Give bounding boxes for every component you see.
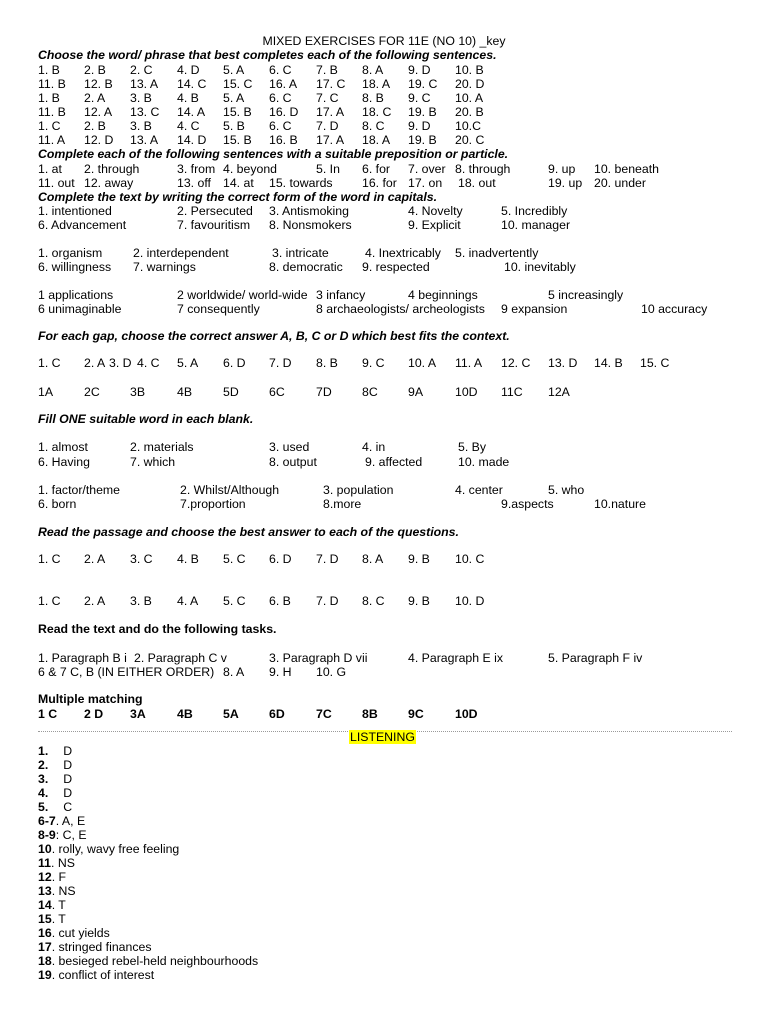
answer: 19. C [408,77,438,91]
answer: D [63,758,73,772]
answer: 1. organism [38,246,103,260]
answer: 5. C [223,594,246,608]
answer: 20. B [455,105,484,119]
answer: 20. D [455,77,485,91]
answer: . besieged rebel-held neighbourhoods [51,954,259,968]
answer: 8. A [362,552,384,566]
answer: 8. A [362,63,384,77]
answer: 4. A [177,594,199,608]
answer: 4. center [455,483,503,497]
answer: 6. C [269,91,292,105]
answer: 5. who [548,483,585,497]
answer: 16. B [269,133,298,147]
answer: 8. Nonsmokers [269,218,352,232]
answer: 12. C [501,356,531,370]
answer-row [0,288,768,303]
answer: 5. Incredibly [501,204,568,218]
answer: 20. C [455,133,485,147]
answer: 2. A [84,552,106,566]
answer: . conflict of interest [51,968,155,982]
answer: 15. B [223,105,252,119]
answer: 2. A [84,356,106,370]
answer: 12. away [84,176,134,190]
answer: 5A [223,707,239,721]
answer: 1 applications [38,288,114,302]
section-heading-word-phrase: Choose the word/ phrase that best completes each of the following sentences. [38,48,497,62]
answer: 9. B [408,594,430,608]
answer: 15. C [223,77,253,91]
answer-row [0,133,768,148]
answer: . T [51,898,66,912]
answer-row [0,665,768,680]
answer: C [63,800,73,814]
answer: 9. affected [365,455,423,469]
answer: 9. respected [362,260,430,274]
listening-heading: LISTENING [350,730,415,744]
answer: 3. Paragraph D vii [269,651,368,665]
question-number: 13 [38,884,52,898]
answer: 7 consequently [177,302,260,316]
answer: 2C [84,385,100,399]
answer: 11. out [38,176,75,190]
answer: 8. through [455,162,511,176]
answer: 1. C [38,119,61,133]
answer-row [0,651,768,666]
answer: 1. at [38,162,62,176]
answer: 2. through [84,162,140,176]
answer: 1. C [38,356,61,370]
answer: 6. Having [38,455,90,469]
answer: 10. inevitably [504,260,576,274]
answer: 11C [501,385,523,399]
answer: 12. D [84,133,114,147]
question-number: 18 [38,954,52,968]
answer: 2 worldwide/ world-wide [177,288,308,302]
answer: 15. towards [269,176,333,190]
answer: 19. B [408,133,437,147]
answer: D [63,786,73,800]
answer: . rolly, wavy free feeling [51,842,180,856]
answer: 10.C [455,119,481,133]
answer: 10. made [458,455,510,469]
answer: 2 D [84,707,104,721]
listening-answer [38,758,72,772]
answer: 1. B [38,91,60,105]
answer: 4. B [177,552,199,566]
answer: 5. In [316,162,340,176]
answer: 1. factor/theme [38,483,121,497]
listening-answer [38,786,72,800]
section-heading-fill-word: Fill ONE suitable word in each blank. [38,412,254,426]
answer: 8. C [362,594,385,608]
question-number: 16 [38,926,52,940]
question-number: 4. [38,786,49,800]
section-heading-preposition: Complete each of the following sentences with a suitable preposition or particle. [38,147,509,161]
answer: 5. Paragraph F iv [548,651,643,665]
answer: 18. out [458,176,496,190]
answer: 18. C [362,105,392,119]
answer: 9.aspects [501,497,554,511]
answer-row [0,385,768,400]
answer-row [0,204,768,219]
listening-answer [38,744,72,758]
answer: 11. A [38,133,66,147]
answer: 20. under [594,176,646,190]
answer: 18. A [362,77,391,91]
answer-row [0,176,768,191]
answer: 3. B [130,594,152,608]
answer-row [0,246,768,261]
answer: 13. A [130,133,159,147]
answer: 5D [223,385,239,399]
answer-row [0,302,768,317]
answer: 7. D [269,356,292,370]
answer: 4. B [177,91,199,105]
answer: 16. D [269,105,299,119]
answer: 7. favouritism [177,218,251,232]
listening-answer [38,968,154,982]
answer-row [0,356,768,371]
answer: 5. A [223,91,245,105]
answer-row [0,440,768,455]
listening-answer [38,856,75,870]
answer: D [63,744,73,758]
answer: 9. D [408,119,431,133]
question-number: 14 [38,898,52,912]
answer: 16. A [269,77,298,91]
answer-row [0,594,768,609]
answer: 1A [38,385,54,399]
answer: 3 infancy [316,288,366,302]
answer: 7. D [316,594,339,608]
answer: 9. H [269,665,292,679]
answer: 7. B [316,63,338,77]
answer-row [0,119,768,134]
answer: 5. inadvertently [455,246,539,260]
answer: 6. willingness [38,260,112,274]
answer: 9. C [362,356,385,370]
answer: 5. C [223,552,246,566]
answer: 6. C [269,119,292,133]
answer: 2. B [84,63,106,77]
section-heading-tasks: Read the text and do the following tasks. [38,622,277,636]
answer: 6. C [269,63,292,77]
answer: 4 beginnings [408,288,478,302]
question-number: 3. [38,772,49,786]
answer: 3. population [323,483,394,497]
answer: 18. A [362,133,391,147]
answer: 16. for [362,176,397,190]
answer: 1. C [38,552,61,566]
answer: 2. A [84,91,106,105]
answer: 5 increasingly [548,288,624,302]
answer: 11. B [38,105,66,119]
answer: 14. A [177,105,206,119]
answer: 4. in [362,440,386,454]
answer: 2. Whilst/Although [180,483,280,497]
listening-answer [38,912,66,926]
question-number: 8-9 [38,828,56,842]
answer: 5. By [458,440,487,454]
answer-row [0,162,768,177]
answer: 10D [455,385,478,399]
answer: 11. B [38,77,66,91]
answer: 3A [130,707,146,721]
answer: 6. for [362,162,391,176]
answer: 7. which [130,455,176,469]
answer: 17. A [316,105,345,119]
question-number: 11 [38,856,51,870]
answer: 9. B [408,552,430,566]
answer: 5. B [223,119,245,133]
answer: 2. B [84,119,106,133]
answer: 8. A [223,665,245,679]
answer: 6. Advancement [38,218,127,232]
answer: 6. born [38,497,77,511]
document-title: MIXED EXERCISES FOR 11E (NO 10) _key [262,34,506,48]
listening-answer [38,926,110,940]
answer: 10D [455,707,478,721]
answer: 4. C [177,119,200,133]
answer: 2. materials [130,440,194,454]
answer: 1. intentioned [38,204,112,218]
answer: 13. A [130,77,159,91]
answer: 2. Paragraph C v [134,651,227,665]
answer-row [0,707,768,722]
question-number: 6-7 [38,814,56,828]
answer: 4B [177,707,193,721]
answer: 17. A [316,133,345,147]
answer: 4. Novelty [408,204,463,218]
listening-answer [38,772,72,786]
answer: . cut yields [51,926,110,940]
listening-answer [38,870,66,884]
answer: 9C [408,707,424,721]
listening-answer [38,814,85,828]
answer: 2. interdependent [133,246,229,260]
answer: 7.proportion [180,497,246,511]
answer: 3B [130,385,146,399]
listening-answer [38,954,258,968]
answer-row [0,77,768,92]
answer: 19. up [548,176,583,190]
listening-answer [38,884,76,898]
answer: 1. B [38,63,60,77]
answer: 3. B [130,91,152,105]
answer: 8 archaeologists/ archeologists [316,302,485,316]
answer: 10.nature [594,497,646,511]
answer: 8C [362,385,378,399]
answer: 14. B [594,356,623,370]
answer: 14. C [177,77,207,91]
answer: . T [51,912,66,926]
answer: D [63,772,73,786]
answer: 13. D [548,356,578,370]
answer: 14. at [223,176,254,190]
answer-row [0,497,768,512]
answer: 9 expansion [501,302,568,316]
answer-row [0,483,768,498]
answer-row [0,63,768,78]
answer: 10 accuracy [641,302,708,316]
section-heading-reading: Read the passage and choose the best answer to each of the questions. [38,525,459,539]
answer: 4. C [137,356,160,370]
answer: 12A [548,385,570,399]
answer: 10. C [455,552,485,566]
section-heading-cloze: For each gap, choose the correct answer A, B, C or D which best fits the context. [38,329,510,343]
answer: 8. C [362,119,385,133]
answer: 2. A [84,594,106,608]
answer: 4. beyond [223,162,278,176]
answer-row [0,455,768,470]
answer: 4B [177,385,193,399]
answer: 6. B [269,594,291,608]
answer: 4. Paragraph E ix [408,651,504,665]
answer: . NS [51,884,76,898]
answer: 8.more [323,497,362,511]
answer: 8. B [362,91,384,105]
answer: 12. B [84,77,113,91]
question-number: 5. [38,800,49,814]
question-number: 19 [38,968,52,982]
listening-answer [38,940,152,954]
answer: 7. warnings [133,260,196,274]
answer: . stringed finances [51,940,152,954]
answer: 6 unimaginable [38,302,122,316]
answer: 9. up [548,162,576,176]
answer: 4. D [177,63,200,77]
section-heading-multiple-matching: Multiple matching [38,692,143,706]
answer: 9A [408,385,424,399]
answer: 15. B [223,133,252,147]
answer-row [0,552,768,567]
answer: 4. Inextricably [365,246,441,260]
answer: . NS [51,856,75,870]
question-number: 2. [38,758,49,772]
answer: 7. C [316,91,339,105]
answer: 10. G [316,665,347,679]
answer: 3. D [109,356,132,370]
answer: 7. over [408,162,446,176]
answer: 3. from [177,162,216,176]
question-number: 17 [38,940,52,954]
listening-answer [38,828,87,842]
answer: 7. D [316,552,339,566]
answer: 14. D [177,133,207,147]
answer: 3. B [130,119,152,133]
answer: 5. A [177,356,199,370]
question-number: 1. [38,744,49,758]
answer: 3. intricate [272,246,329,260]
answer: 1. Paragraph B i [38,651,127,665]
listening-answer [38,842,179,856]
answer: 10. beneath [594,162,659,176]
answer: 7D [316,385,332,399]
question-number: 12 [38,870,52,884]
answer: 10. manager [501,218,571,232]
answer: 2. Persecuted [177,204,253,218]
answer: 15. C [640,356,670,370]
answer: . A, E [55,814,86,828]
answer: 6C [269,385,285,399]
answer: 10. A [455,91,484,105]
answer: 1. almost [38,440,88,454]
answer: 3. C [130,552,153,566]
answer: . F [51,870,67,884]
answer: 2. C [130,63,153,77]
answer-row [0,260,768,275]
answer: 5. A [223,63,245,77]
answer: 17. C [316,77,346,91]
answer-row [0,218,768,233]
answer: 6. D [269,552,292,566]
section-heading-word-form: Complete the text by writing the correct form of the word in capitals. [38,190,438,204]
answer: 6 & 7 C, B (IN EITHER ORDER) [38,665,215,679]
question-number: 10 [38,842,52,856]
answer: 1. C [38,594,61,608]
listening-answer [38,800,72,814]
answer: 8. B [316,356,338,370]
answer: 3. used [269,440,310,454]
answer: 11. A [455,356,483,370]
answer: 8B [362,707,378,721]
answer: 8. output [269,455,317,469]
answer: 9. Explicit [408,218,461,232]
answer: 13. off [177,176,211,190]
answer: 10. A [408,356,437,370]
answer: 7. D [316,119,339,133]
answer: 1 C [38,707,58,721]
answer: 7C [316,707,332,721]
answer: 10. D [455,594,485,608]
answer: 8. democratic [269,260,343,274]
listening-answer [38,898,66,912]
answer: 13. C [130,105,160,119]
answer: 12. A [84,105,113,119]
answer: 6. D [223,356,246,370]
answer: 3. Antismoking [269,204,349,218]
answer: 6D [269,707,285,721]
answer: 19. B [408,105,437,119]
answer: 9. C [408,91,431,105]
answer-row [0,105,768,120]
answer-row [0,91,768,106]
answer: 17. on [408,176,443,190]
question-number: 15 [38,912,52,926]
answer: 10. B [455,63,484,77]
answer: 9. D [408,63,431,77]
answer: : C, E [55,828,87,842]
